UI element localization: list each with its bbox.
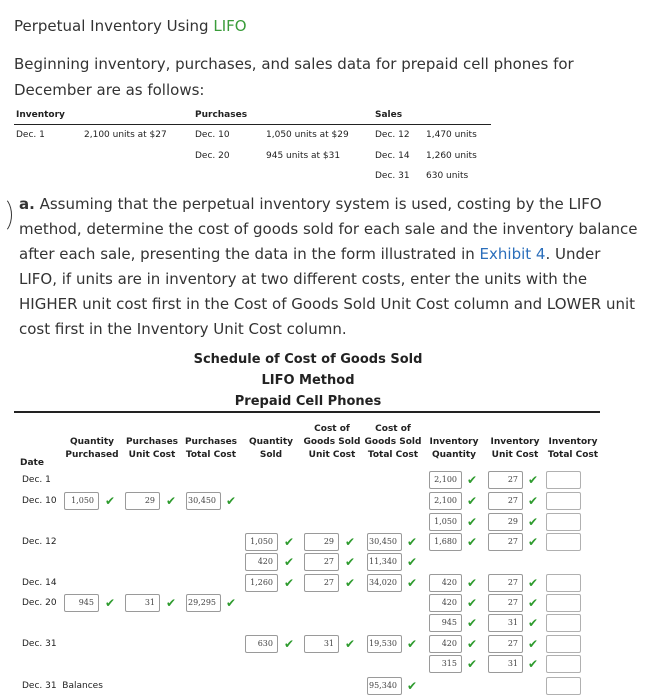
purchase-desc: 1,050 units at $29 <box>266 130 349 140</box>
check-icon: ✔ <box>467 576 478 590</box>
purchase-desc: 945 units at $31 <box>266 151 341 161</box>
col-purch-total-cost: Purchases Total Cost <box>184 437 238 460</box>
check-icon: ✔ <box>467 473 478 487</box>
check-icon: ✔ <box>407 576 418 590</box>
dec1-inv-qty-input[interactable]: 2,100 <box>429 471 462 489</box>
check-icon: ✔ <box>166 494 177 508</box>
dec31-inv-qty-input[interactable]: 420 <box>429 635 462 653</box>
dec12-qty-sold-input-2[interactable]: 420 <box>245 553 278 571</box>
dec10-inv-total-cost-input-2[interactable] <box>546 513 581 531</box>
dec10-inv-unit-cost-input-2[interactable]: 29 <box>488 513 523 531</box>
dec12-inv-qty-input[interactable]: 1,680 <box>429 533 462 551</box>
check-icon: ✔ <box>528 535 539 549</box>
sale-desc: 1,260 units <box>426 151 477 161</box>
dec10-qty-purchased-input[interactable]: 1,050 <box>64 492 99 510</box>
check-icon: ✔ <box>345 555 356 569</box>
dec10-inv-qty-input[interactable]: 2,100 <box>429 492 462 510</box>
row-label-dec-20: Dec. 20 <box>22 598 57 608</box>
col-qty-purchased: Quantity Purchased <box>65 437 119 460</box>
dec12-qty-sold-input[interactable]: 1,050 <box>245 533 278 551</box>
col-date: Date <box>20 458 44 468</box>
dec20-qty-purchased-input[interactable]: 945 <box>64 594 99 612</box>
dec10-inv-total-cost-input[interactable] <box>546 492 581 510</box>
dec31-qty-sold-input[interactable]: 630 <box>245 635 278 653</box>
dec31-inv-total-cost-input[interactable] <box>546 635 581 653</box>
inventory-desc: 2,100 units at $27 <box>84 130 167 140</box>
check-icon: ✔ <box>467 515 478 529</box>
check-icon: ✔ <box>345 535 356 549</box>
dec14-cogs-total-cost-input[interactable]: 34,020 <box>367 574 402 592</box>
check-icon: ✔ <box>467 637 478 651</box>
dec20-inv-total-cost-input[interactable] <box>546 594 581 612</box>
check-icon: ✔ <box>345 576 356 590</box>
row-label-balances: Dec. 31 Balances <box>22 681 103 691</box>
lifo-link[interactable]: LIFO <box>213 17 247 35</box>
page-title: Perpetual Inventory Using LIFO <box>14 17 247 35</box>
dec12-cogs-unit-cost-input-2[interactable]: 27 <box>304 553 339 571</box>
col-cogs-unit-cost: Cost of Goods Sold Unit Cost <box>303 424 361 460</box>
sale-date: Dec. 14 <box>375 151 410 161</box>
check-icon: ✔ <box>284 535 295 549</box>
sales-header: Sales <box>375 110 403 120</box>
check-icon: ✔ <box>528 596 539 610</box>
dec14-qty-sold-input[interactable]: 1,260 <box>245 574 278 592</box>
dec1-inv-total-cost-input[interactable] <box>546 471 581 489</box>
check-icon: ✔ <box>467 616 478 630</box>
row-label-dec-31: Dec. 31 <box>22 639 57 649</box>
dec20-inv-unit-cost-input-2[interactable]: 31 <box>488 614 523 632</box>
dec10-inv-qty-input-2[interactable]: 1,050 <box>429 513 462 531</box>
check-icon: ✔ <box>284 576 295 590</box>
dec14-inv-total-cost-input[interactable] <box>546 574 581 592</box>
dec31-cogs-total-cost-input[interactable]: 19,530 <box>367 635 402 653</box>
intro-text: Beginning inventory, purchases, and sales data for prepaid cell phones for December are as follows: <box>14 55 574 99</box>
dec12-cogs-total-cost-input[interactable]: 30,450 <box>367 533 402 551</box>
sale-desc: 630 units <box>426 171 469 181</box>
dec20-inv-total-cost-input-2[interactable] <box>546 614 581 632</box>
col-inv-quantity: Inventory Quantity <box>429 437 479 460</box>
inventory-date: Dec. 1 <box>16 130 45 140</box>
dec12-cogs-total-cost-input-2[interactable]: 11,340 <box>367 553 402 571</box>
exhibit-4-link[interactable]: Exhibit 4 <box>479 245 546 263</box>
schedule-title: Schedule of Cost of Goods Sold <box>193 352 423 367</box>
data-table-rule <box>14 124 491 125</box>
purchase-date: Dec. 10 <box>195 130 230 140</box>
check-icon: ✔ <box>528 637 539 651</box>
row-label-dec-14: Dec. 14 <box>22 578 57 588</box>
dec1-inv-unit-cost-input[interactable]: 27 <box>488 471 523 489</box>
check-icon: ✔ <box>467 494 478 508</box>
dec12-inv-unit-cost-input[interactable]: 27 <box>488 533 523 551</box>
check-icon: ✔ <box>407 555 418 569</box>
schedule-method: LIFO Method <box>261 373 355 388</box>
check-icon: ✔ <box>407 535 418 549</box>
dec14-inv-unit-cost-input[interactable]: 27 <box>488 574 523 592</box>
dec12-inv-total-cost-input[interactable] <box>546 533 581 551</box>
check-icon: ✔ <box>467 657 478 671</box>
check-icon: ✔ <box>467 596 478 610</box>
dec14-inv-qty-input[interactable]: 420 <box>429 574 462 592</box>
dec31-inv-unit-cost-input[interactable]: 27 <box>488 635 523 653</box>
inventory-header: Inventory <box>16 110 65 120</box>
check-icon: ✔ <box>105 596 116 610</box>
schedule-product: Prepaid Cell Phones <box>234 394 382 409</box>
col-purch-unit-cost: Purchases Unit Cost <box>125 437 179 460</box>
purchases-header: Purchases <box>195 110 248 120</box>
dec20-inv-qty-input[interactable]: 420 <box>429 594 462 612</box>
check-icon: ✔ <box>528 576 539 590</box>
col-cogs-total-cost: Cost of Goods Sold Total Cost <box>364 424 422 460</box>
dec12-cogs-unit-cost-input[interactable]: 29 <box>304 533 339 551</box>
check-icon: ✔ <box>528 494 539 508</box>
check-icon: ✔ <box>528 657 539 671</box>
row-label-dec-12: Dec. 12 <box>22 537 57 547</box>
col-inv-total-cost: Inventory Total Cost <box>547 437 599 460</box>
dec20-inv-unit-cost-input[interactable]: 27 <box>488 594 523 612</box>
dec10-purch-total-cost-input[interactable]: 30,450 <box>186 492 221 510</box>
bracket-mark <box>0 196 12 234</box>
dec20-inv-qty-input-2[interactable]: 945 <box>429 614 462 632</box>
dec31-inv-unit-cost-input-2[interactable]: 31 <box>488 655 523 673</box>
balance-cogs-total-cost-input[interactable]: 95,340 <box>367 677 402 695</box>
dec20-purch-total-cost-input[interactable]: 29,295 <box>186 594 221 612</box>
check-icon: ✔ <box>284 555 295 569</box>
check-icon: ✔ <box>467 535 478 549</box>
check-icon: ✔ <box>226 494 237 508</box>
sale-date: Dec. 12 <box>375 130 410 140</box>
question-text: a. Assuming that the perpetual inventory system is used, costing by the LIFO method, determine the cost of goods sold for each sale and the inventory balance after each sale, presenting the data in the form illustrated in Exhibit 4. Under LIFO, if units are in inventory at two different costs, enter the units with the HIGHER unit cost first in the Cost of Goods Sold Unit Cost column and LOWER unit cost first in the Inventory Unit Cost column. <box>19 195 638 338</box>
check-icon: ✔ <box>407 679 418 693</box>
sale-desc: 1,470 units <box>426 130 477 140</box>
check-icon: ✔ <box>528 616 539 630</box>
dec14-cogs-unit-cost-input[interactable]: 27 <box>304 574 339 592</box>
dec31-inv-qty-input-2[interactable]: 315 <box>429 655 462 673</box>
row-label-dec-10: Dec. 10 <box>22 496 57 506</box>
dec10-purch-unit-cost-input[interactable]: 29 <box>125 492 160 510</box>
check-icon: ✔ <box>166 596 177 610</box>
sale-date: Dec. 31 <box>375 171 410 181</box>
check-icon: ✔ <box>407 637 418 651</box>
check-icon: ✔ <box>105 494 116 508</box>
dec20-purch-unit-cost-input[interactable]: 31 <box>125 594 160 612</box>
purchase-date: Dec. 20 <box>195 151 230 161</box>
check-icon: ✔ <box>345 637 356 651</box>
check-icon: ✔ <box>226 596 237 610</box>
balance-inv-total-cost-input[interactable] <box>546 677 581 695</box>
dec10-inv-unit-cost-input[interactable]: 27 <box>488 492 523 510</box>
dec31-cogs-unit-cost-input[interactable]: 31 <box>304 635 339 653</box>
check-icon: ✔ <box>528 473 539 487</box>
schedule-rule <box>14 411 600 413</box>
dec31-inv-total-cost-input-2[interactable] <box>546 655 581 673</box>
check-icon: ✔ <box>528 515 539 529</box>
col-inv-unit-cost: Inventory Unit Cost <box>490 437 540 460</box>
col-qty-sold: Quantity Sold <box>248 437 294 460</box>
row-label-dec-1: Dec. 1 <box>22 475 51 485</box>
check-icon: ✔ <box>284 637 295 651</box>
